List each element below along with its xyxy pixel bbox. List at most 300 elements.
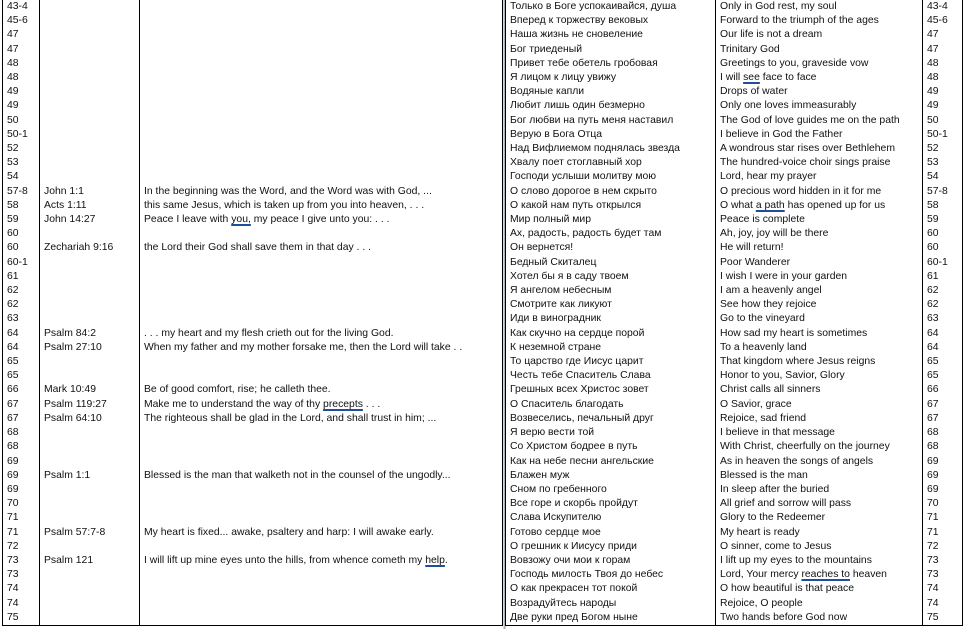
russian-title-cell: Хвалу поет стоглавный хор bbox=[506, 156, 716, 170]
page-number-cell: 66 bbox=[923, 383, 963, 397]
table-row bbox=[506, 298, 963, 312]
page-number-cell: 67 bbox=[923, 398, 963, 412]
page-number-cell: 73 bbox=[3, 568, 40, 582]
page-number-cell: 57-8 bbox=[3, 185, 40, 199]
scripture-text-cell bbox=[140, 582, 503, 596]
table-row bbox=[3, 284, 503, 298]
table-row bbox=[506, 227, 963, 241]
table-row bbox=[506, 398, 963, 412]
table-row bbox=[3, 540, 503, 554]
english-title-cell: The hundred-voice choir sings praise bbox=[716, 156, 923, 170]
russian-title-cell: Верую в Бога Отца bbox=[506, 128, 716, 142]
english-title-cell: Greetings to you, graveside vow bbox=[716, 57, 923, 71]
english-title-cell: I am a heavenly angel bbox=[716, 284, 923, 298]
table-row bbox=[506, 256, 963, 270]
russian-title-cell: Господь милость Твоя до небес bbox=[506, 568, 716, 582]
page-number-cell: 60 bbox=[923, 241, 963, 255]
page-number-cell: 57-8 bbox=[923, 185, 963, 199]
left-table-body bbox=[3, 0, 503, 625]
scripture-reference-cell bbox=[40, 156, 140, 170]
scripture-reference-cell bbox=[40, 270, 140, 284]
page-number-cell: 45-6 bbox=[923, 14, 963, 28]
page-number-cell: 69 bbox=[923, 455, 963, 469]
russian-title-cell: Возрадуйтесь народы bbox=[506, 597, 716, 611]
scripture-reference-cell bbox=[40, 611, 140, 626]
page-number-cell: 73 bbox=[923, 554, 963, 568]
english-title-cell: O precious word hidden in it for me bbox=[716, 185, 923, 199]
table-row bbox=[3, 185, 503, 199]
table-row bbox=[3, 71, 503, 85]
english-title-cell: Poor Wanderer bbox=[716, 256, 923, 270]
scripture-reference-cell bbox=[40, 256, 140, 270]
scripture-reference-cell bbox=[40, 298, 140, 312]
scripture-reference-cell: Mark 10:49 bbox=[40, 383, 140, 397]
table-row bbox=[3, 43, 503, 57]
page-number-cell: 71 bbox=[923, 526, 963, 540]
scripture-text-cell bbox=[140, 483, 503, 497]
table-row bbox=[506, 128, 963, 142]
table-row bbox=[506, 185, 963, 199]
table-row bbox=[506, 412, 963, 426]
page-number-cell: 64 bbox=[3, 341, 40, 355]
english-title-cell: O sinner, come to Jesus bbox=[716, 540, 923, 554]
english-title-cell: All grief and sorrow will pass bbox=[716, 497, 923, 511]
scripture-reference-cell bbox=[40, 114, 140, 128]
russian-title-cell: Я лицом к лицу увижу bbox=[506, 71, 716, 85]
russian-title-cell: Слава Искупителю bbox=[506, 511, 716, 525]
table-row bbox=[3, 156, 503, 170]
table-row bbox=[3, 298, 503, 312]
page-number-cell: 71 bbox=[3, 526, 40, 540]
table-row bbox=[506, 369, 963, 383]
scripture-reference-cell bbox=[40, 355, 140, 369]
table-row bbox=[3, 14, 503, 28]
english-title-cell: A wondrous star rises over Bethlehem bbox=[716, 142, 923, 156]
table-row bbox=[506, 582, 963, 596]
russian-title-cell: Ах, радость, радость будет там bbox=[506, 227, 716, 241]
page-number-cell: 60-1 bbox=[923, 256, 963, 270]
table-row bbox=[3, 170, 503, 184]
russian-title-cell: Грешных всех Христос зовет bbox=[506, 383, 716, 397]
table-row bbox=[506, 28, 963, 42]
page-number-cell: 74 bbox=[3, 597, 40, 611]
russian-title-cell: Водяные капли bbox=[506, 85, 716, 99]
table-row bbox=[3, 327, 503, 341]
table-row bbox=[506, 241, 963, 255]
page-number-cell: 49 bbox=[3, 99, 40, 113]
scripture-text-cell: . . . my heart and my flesh crieth out for the living God. bbox=[140, 327, 503, 341]
scripture-reference-cell bbox=[40, 85, 140, 99]
table-row bbox=[3, 213, 503, 227]
english-title-cell: I believe in God the Father bbox=[716, 128, 923, 142]
scripture-text-cell: the Lord their God shall save them in that day . . . bbox=[140, 241, 503, 255]
english-title-cell: Blessed is the man bbox=[716, 469, 923, 483]
page-number-cell: 47 bbox=[3, 43, 40, 57]
page-number-cell: 72 bbox=[923, 540, 963, 554]
scripture-text-cell bbox=[140, 568, 503, 582]
page-number-cell: 49 bbox=[3, 85, 40, 99]
page-number-cell: 68 bbox=[923, 440, 963, 454]
english-title-cell: O how beautiful is that peace bbox=[716, 582, 923, 596]
page-number-cell: 61 bbox=[3, 270, 40, 284]
table-row bbox=[3, 241, 503, 255]
russian-title-cell: О грешник к Иисусу приди bbox=[506, 540, 716, 554]
table-row bbox=[506, 526, 963, 540]
page-number-cell: 50 bbox=[3, 114, 40, 128]
english-title-cell: That kingdom where Jesus reigns bbox=[716, 355, 923, 369]
english-title-cell: Only in God rest, my soul bbox=[716, 0, 923, 14]
russian-title-cell: Все горе и скорбь пройдут bbox=[506, 497, 716, 511]
scripture-reference-cell bbox=[40, 597, 140, 611]
russian-title-cell: Блажен муж bbox=[506, 469, 716, 483]
scripture-text-cell bbox=[140, 114, 503, 128]
page-number-cell: 47 bbox=[3, 28, 40, 42]
scripture-text-cell: Peace I leave with you, my peace I give unto you: . . . bbox=[140, 213, 503, 227]
page-number-cell: 64 bbox=[923, 327, 963, 341]
scripture-text-cell: this same Jesus, which is taken up from you into heaven, . . . bbox=[140, 199, 503, 213]
page-number-cell: 58 bbox=[923, 199, 963, 213]
table-row bbox=[3, 526, 503, 540]
page-number-cell: 70 bbox=[3, 497, 40, 511]
table-row bbox=[3, 256, 503, 270]
scripture-reference-cell bbox=[40, 99, 140, 113]
table-row bbox=[3, 128, 503, 142]
scripture-reference-cell bbox=[40, 440, 140, 454]
scripture-text-cell: In the beginning was the Word, and the Word was with God, ... bbox=[140, 185, 503, 199]
russian-title-cell: Хотел бы я в саду твоем bbox=[506, 270, 716, 284]
table-row bbox=[3, 270, 503, 284]
scripture-text-cell bbox=[140, 611, 503, 626]
page-number-cell: 49 bbox=[923, 85, 963, 99]
table-row bbox=[506, 85, 963, 99]
russian-title-cell: Над Вифлиемом поднялась звезда bbox=[506, 142, 716, 156]
page-number-cell: 74 bbox=[923, 582, 963, 596]
page-number-cell: 71 bbox=[923, 511, 963, 525]
scripture-reference-cell bbox=[40, 540, 140, 554]
scripture-reference-cell: Psalm 1:1 bbox=[40, 469, 140, 483]
page-number-cell: 73 bbox=[923, 568, 963, 582]
table-row bbox=[506, 511, 963, 525]
scripture-reference-cell bbox=[40, 128, 140, 142]
english-title-cell: With Christ, cheerfully on the journey bbox=[716, 440, 923, 454]
scripture-text-cell bbox=[140, 227, 503, 241]
underlined-word: see bbox=[743, 72, 760, 84]
table-row bbox=[506, 213, 963, 227]
scripture-reference-cell bbox=[40, 0, 140, 14]
scripture-text-cell bbox=[140, 43, 503, 57]
scripture-text-cell bbox=[140, 426, 503, 440]
table-row bbox=[506, 540, 963, 554]
table-row bbox=[3, 483, 503, 497]
russian-title-cell: То царство где Иисус царит bbox=[506, 355, 716, 369]
page-number-cell: 61 bbox=[923, 270, 963, 284]
scripture-reference-cell: John 14:27 bbox=[40, 213, 140, 227]
page-number-cell: 69 bbox=[3, 455, 40, 469]
scripture-text-cell: Make me to understand the way of thy precepts . . . bbox=[140, 398, 503, 412]
page-number-cell: 75 bbox=[923, 611, 963, 626]
table-row bbox=[3, 227, 503, 241]
russian-title-cell: О слово дорогое в нем скрыто bbox=[506, 185, 716, 199]
scripture-reference-cell: Psalm 84:2 bbox=[40, 327, 140, 341]
russian-title-cell: Бог триеденый bbox=[506, 43, 716, 57]
page-number-cell: 75 bbox=[3, 611, 40, 626]
english-title-cell: To a heavenly land bbox=[716, 341, 923, 355]
table-row bbox=[506, 597, 963, 611]
table-row bbox=[506, 483, 963, 497]
table-row bbox=[506, 440, 963, 454]
scripture-text-cell bbox=[140, 284, 503, 298]
table-row bbox=[3, 383, 503, 397]
table-row bbox=[506, 99, 963, 113]
table-row bbox=[506, 114, 963, 128]
scripture-text-cell: I will lift up mine eyes unto the hills, from whence cometh my help. bbox=[140, 554, 503, 568]
page-number-cell: 60 bbox=[3, 227, 40, 241]
scripture-reference-cell bbox=[40, 455, 140, 469]
page-number-cell: 64 bbox=[923, 341, 963, 355]
table-row bbox=[506, 0, 963, 14]
russian-title-cell: Бедный Скиталец bbox=[506, 256, 716, 270]
page-number-cell: 50 bbox=[923, 114, 963, 128]
scripture-text-cell bbox=[140, 497, 503, 511]
scripture-text-cell bbox=[140, 597, 503, 611]
table-row bbox=[3, 369, 503, 383]
table-row bbox=[3, 57, 503, 71]
russian-title-cell: Честь тебе Спаситель Слава bbox=[506, 369, 716, 383]
page-number-cell: 45-6 bbox=[3, 14, 40, 28]
russian-title-cell: Я ангелом небесным bbox=[506, 284, 716, 298]
scripture-text-cell: My heart is fixed... awake, psaltery and harp: I will awake early. bbox=[140, 526, 503, 540]
english-title-cell: Trinitary God bbox=[716, 43, 923, 57]
scripture-text-cell: Be of good comfort, rise; he calleth thee. bbox=[140, 383, 503, 397]
english-title-cell: Glory to the Redeemer bbox=[716, 511, 923, 525]
russian-title-cell: Вперед к торжеству вековых bbox=[506, 14, 716, 28]
page-number-cell: 67 bbox=[3, 398, 40, 412]
scripture-text-cell bbox=[140, 298, 503, 312]
table-row bbox=[506, 71, 963, 85]
scripture-text-cell bbox=[140, 0, 503, 14]
table-row bbox=[3, 28, 503, 42]
table-row bbox=[506, 284, 963, 298]
right-hymn-title-table bbox=[505, 0, 963, 626]
page-number-cell: 63 bbox=[923, 312, 963, 326]
scripture-text-cell: Blessed is the man that walketh not in the counsel of the ungodly... bbox=[140, 469, 503, 483]
page-number-cell: 59 bbox=[3, 213, 40, 227]
english-title-cell: Rejoice, O people bbox=[716, 597, 923, 611]
english-title-cell: Christ calls all sinners bbox=[716, 383, 923, 397]
page-number-cell: 48 bbox=[923, 71, 963, 85]
english-title-cell: See how they rejoice bbox=[716, 298, 923, 312]
table-row bbox=[3, 497, 503, 511]
scripture-text-cell bbox=[140, 142, 503, 156]
russian-title-cell: Мир полный мир bbox=[506, 213, 716, 227]
table-row bbox=[506, 455, 963, 469]
page-number-cell: 68 bbox=[3, 440, 40, 454]
scripture-reference-cell bbox=[40, 284, 140, 298]
table-row bbox=[3, 0, 503, 14]
page-number-cell: 60-1 bbox=[3, 256, 40, 270]
page-number-cell: 74 bbox=[923, 597, 963, 611]
page-number-cell: 48 bbox=[3, 57, 40, 71]
russian-title-cell: Готово сердце мое bbox=[506, 526, 716, 540]
underlined-word: reaches to bbox=[801, 569, 850, 581]
page-number-cell: 48 bbox=[3, 71, 40, 85]
underlined-word: help bbox=[425, 554, 445, 566]
english-title-cell: He will return! bbox=[716, 241, 923, 255]
scripture-text-cell bbox=[140, 270, 503, 284]
scripture-text-cell bbox=[140, 312, 503, 326]
english-title-cell: I lift up my eyes to the mountains bbox=[716, 554, 923, 568]
russian-title-cell: Привет тебе обетель гробовая bbox=[506, 57, 716, 71]
table-row bbox=[3, 412, 503, 426]
left-hymn-scripture-table bbox=[2, 0, 503, 626]
table-row bbox=[506, 57, 963, 71]
english-title-cell: Only one loves immeasurably bbox=[716, 99, 923, 113]
scripture-text-cell bbox=[140, 99, 503, 113]
scripture-text-cell bbox=[140, 28, 503, 42]
scripture-text-cell bbox=[140, 128, 503, 142]
scripture-text-cell bbox=[140, 156, 503, 170]
english-title-cell: In sleep after the buried bbox=[716, 483, 923, 497]
scripture-reference-cell bbox=[40, 14, 140, 28]
scripture-text-cell bbox=[140, 71, 503, 85]
scripture-reference-cell bbox=[40, 57, 140, 71]
scripture-reference-cell bbox=[40, 568, 140, 582]
page-number-cell: 53 bbox=[3, 156, 40, 170]
page-number-cell: 67 bbox=[923, 412, 963, 426]
scripture-reference-cell: Acts 1:11 bbox=[40, 199, 140, 213]
russian-title-cell: Как на небе песни ангельские bbox=[506, 455, 716, 469]
table-row bbox=[3, 582, 503, 596]
page-number-cell: 54 bbox=[923, 170, 963, 184]
page-number-cell: 52 bbox=[923, 142, 963, 156]
table-row bbox=[506, 142, 963, 156]
english-title-cell: Go to the vineyard bbox=[716, 312, 923, 326]
english-title-cell: Rejoice, sad friend bbox=[716, 412, 923, 426]
russian-title-cell: К неземной стране bbox=[506, 341, 716, 355]
table-row bbox=[3, 554, 503, 568]
russian-title-cell: Наша жизнь не сновеление bbox=[506, 28, 716, 42]
scripture-reference-cell bbox=[40, 28, 140, 42]
table-row bbox=[3, 114, 503, 128]
english-title-cell: Lord, Your mercy reaches to heaven bbox=[716, 568, 923, 582]
russian-title-cell: Любит лишь один безмерно bbox=[506, 99, 716, 113]
scripture-reference-cell bbox=[40, 426, 140, 440]
page-number-cell: 69 bbox=[923, 483, 963, 497]
page-number-cell: 70 bbox=[923, 497, 963, 511]
russian-title-cell: Господи услыши молитву мою bbox=[506, 170, 716, 184]
underlined-word: you, bbox=[231, 214, 251, 226]
english-title-cell: As in heaven the songs of angels bbox=[716, 455, 923, 469]
english-title-cell: How sad my heart is sometimes bbox=[716, 327, 923, 341]
table-row bbox=[3, 99, 503, 113]
table-row bbox=[3, 426, 503, 440]
russian-title-cell: О как прекрасен тот покой bbox=[506, 582, 716, 596]
english-title-cell: The God of love guides me on the path bbox=[716, 114, 923, 128]
table-row bbox=[506, 341, 963, 355]
english-title-cell: Ah, joy, joy will be there bbox=[716, 227, 923, 241]
scripture-reference-cell bbox=[40, 497, 140, 511]
english-title-cell: O what a path has opened up for us bbox=[716, 199, 923, 213]
table-row bbox=[506, 43, 963, 57]
page-number-cell: 62 bbox=[3, 298, 40, 312]
right-table-body bbox=[506, 0, 963, 625]
table-row bbox=[506, 270, 963, 284]
table-row bbox=[3, 355, 503, 369]
scripture-reference-cell bbox=[40, 369, 140, 383]
english-title-cell: Honor to you, Savior, Glory bbox=[716, 369, 923, 383]
page-number-cell: 49 bbox=[923, 99, 963, 113]
scripture-reference-cell bbox=[40, 483, 140, 497]
table-row bbox=[506, 199, 963, 213]
page-number-cell: 62 bbox=[3, 284, 40, 298]
underlined-word: a path bbox=[755, 199, 785, 211]
page-number-cell: 53 bbox=[923, 156, 963, 170]
page-number-cell: 65 bbox=[3, 355, 40, 369]
russian-title-cell: Иди в виноградник bbox=[506, 312, 716, 326]
table-row bbox=[3, 511, 503, 525]
scripture-reference-cell bbox=[40, 312, 140, 326]
russian-title-cell: Как скучно на сердце порой bbox=[506, 327, 716, 341]
english-title-cell: Our life is not a dream bbox=[716, 28, 923, 42]
scripture-text-cell bbox=[140, 540, 503, 554]
scripture-text-cell bbox=[140, 369, 503, 383]
scripture-reference-cell bbox=[40, 582, 140, 596]
table-row bbox=[3, 199, 503, 213]
page-number-cell: 69 bbox=[3, 483, 40, 497]
page-number-cell: 72 bbox=[3, 540, 40, 554]
scripture-reference-cell: Psalm 27:10 bbox=[40, 341, 140, 355]
table-row bbox=[506, 611, 963, 626]
scripture-reference-cell bbox=[40, 142, 140, 156]
page-number-cell: 67 bbox=[3, 412, 40, 426]
page-number-cell: 50-1 bbox=[3, 128, 40, 142]
page-number-cell: 54 bbox=[3, 170, 40, 184]
russian-title-cell: Смотрите как ликуют bbox=[506, 298, 716, 312]
scripture-text-cell bbox=[140, 14, 503, 28]
page-number-cell: 63 bbox=[3, 312, 40, 326]
russian-title-cell: Бог любви на путь меня наставил bbox=[506, 114, 716, 128]
english-title-cell: My heart is ready bbox=[716, 526, 923, 540]
page-number-cell: 65 bbox=[3, 369, 40, 383]
page-number-cell: 59 bbox=[923, 213, 963, 227]
scripture-reference-cell bbox=[40, 43, 140, 57]
scripture-text-cell bbox=[140, 170, 503, 184]
scripture-reference-cell bbox=[40, 170, 140, 184]
table-row bbox=[3, 568, 503, 582]
scripture-reference-cell bbox=[40, 227, 140, 241]
table-row bbox=[506, 156, 963, 170]
page-number-cell: 68 bbox=[3, 426, 40, 440]
scripture-reference-cell: John 1:1 bbox=[40, 185, 140, 199]
scripture-text-cell bbox=[140, 85, 503, 99]
scripture-reference-cell: Psalm 121 bbox=[40, 554, 140, 568]
russian-title-cell: Возвеселись, печальный друг bbox=[506, 412, 716, 426]
page-number-cell: 62 bbox=[923, 298, 963, 312]
table-row bbox=[506, 426, 963, 440]
table-row bbox=[3, 85, 503, 99]
scripture-text-cell: The righteous shall be glad in the Lord, and shall trust in him; ... bbox=[140, 412, 503, 426]
scripture-reference-cell: Psalm 119:27 bbox=[40, 398, 140, 412]
table-row bbox=[3, 312, 503, 326]
page-number-cell: 48 bbox=[923, 57, 963, 71]
scripture-text-cell bbox=[140, 256, 503, 270]
table-row bbox=[3, 455, 503, 469]
page-number-cell: 74 bbox=[3, 582, 40, 596]
table-row bbox=[506, 497, 963, 511]
table-row bbox=[3, 597, 503, 611]
scripture-text-cell bbox=[140, 511, 503, 525]
table-row bbox=[506, 554, 963, 568]
